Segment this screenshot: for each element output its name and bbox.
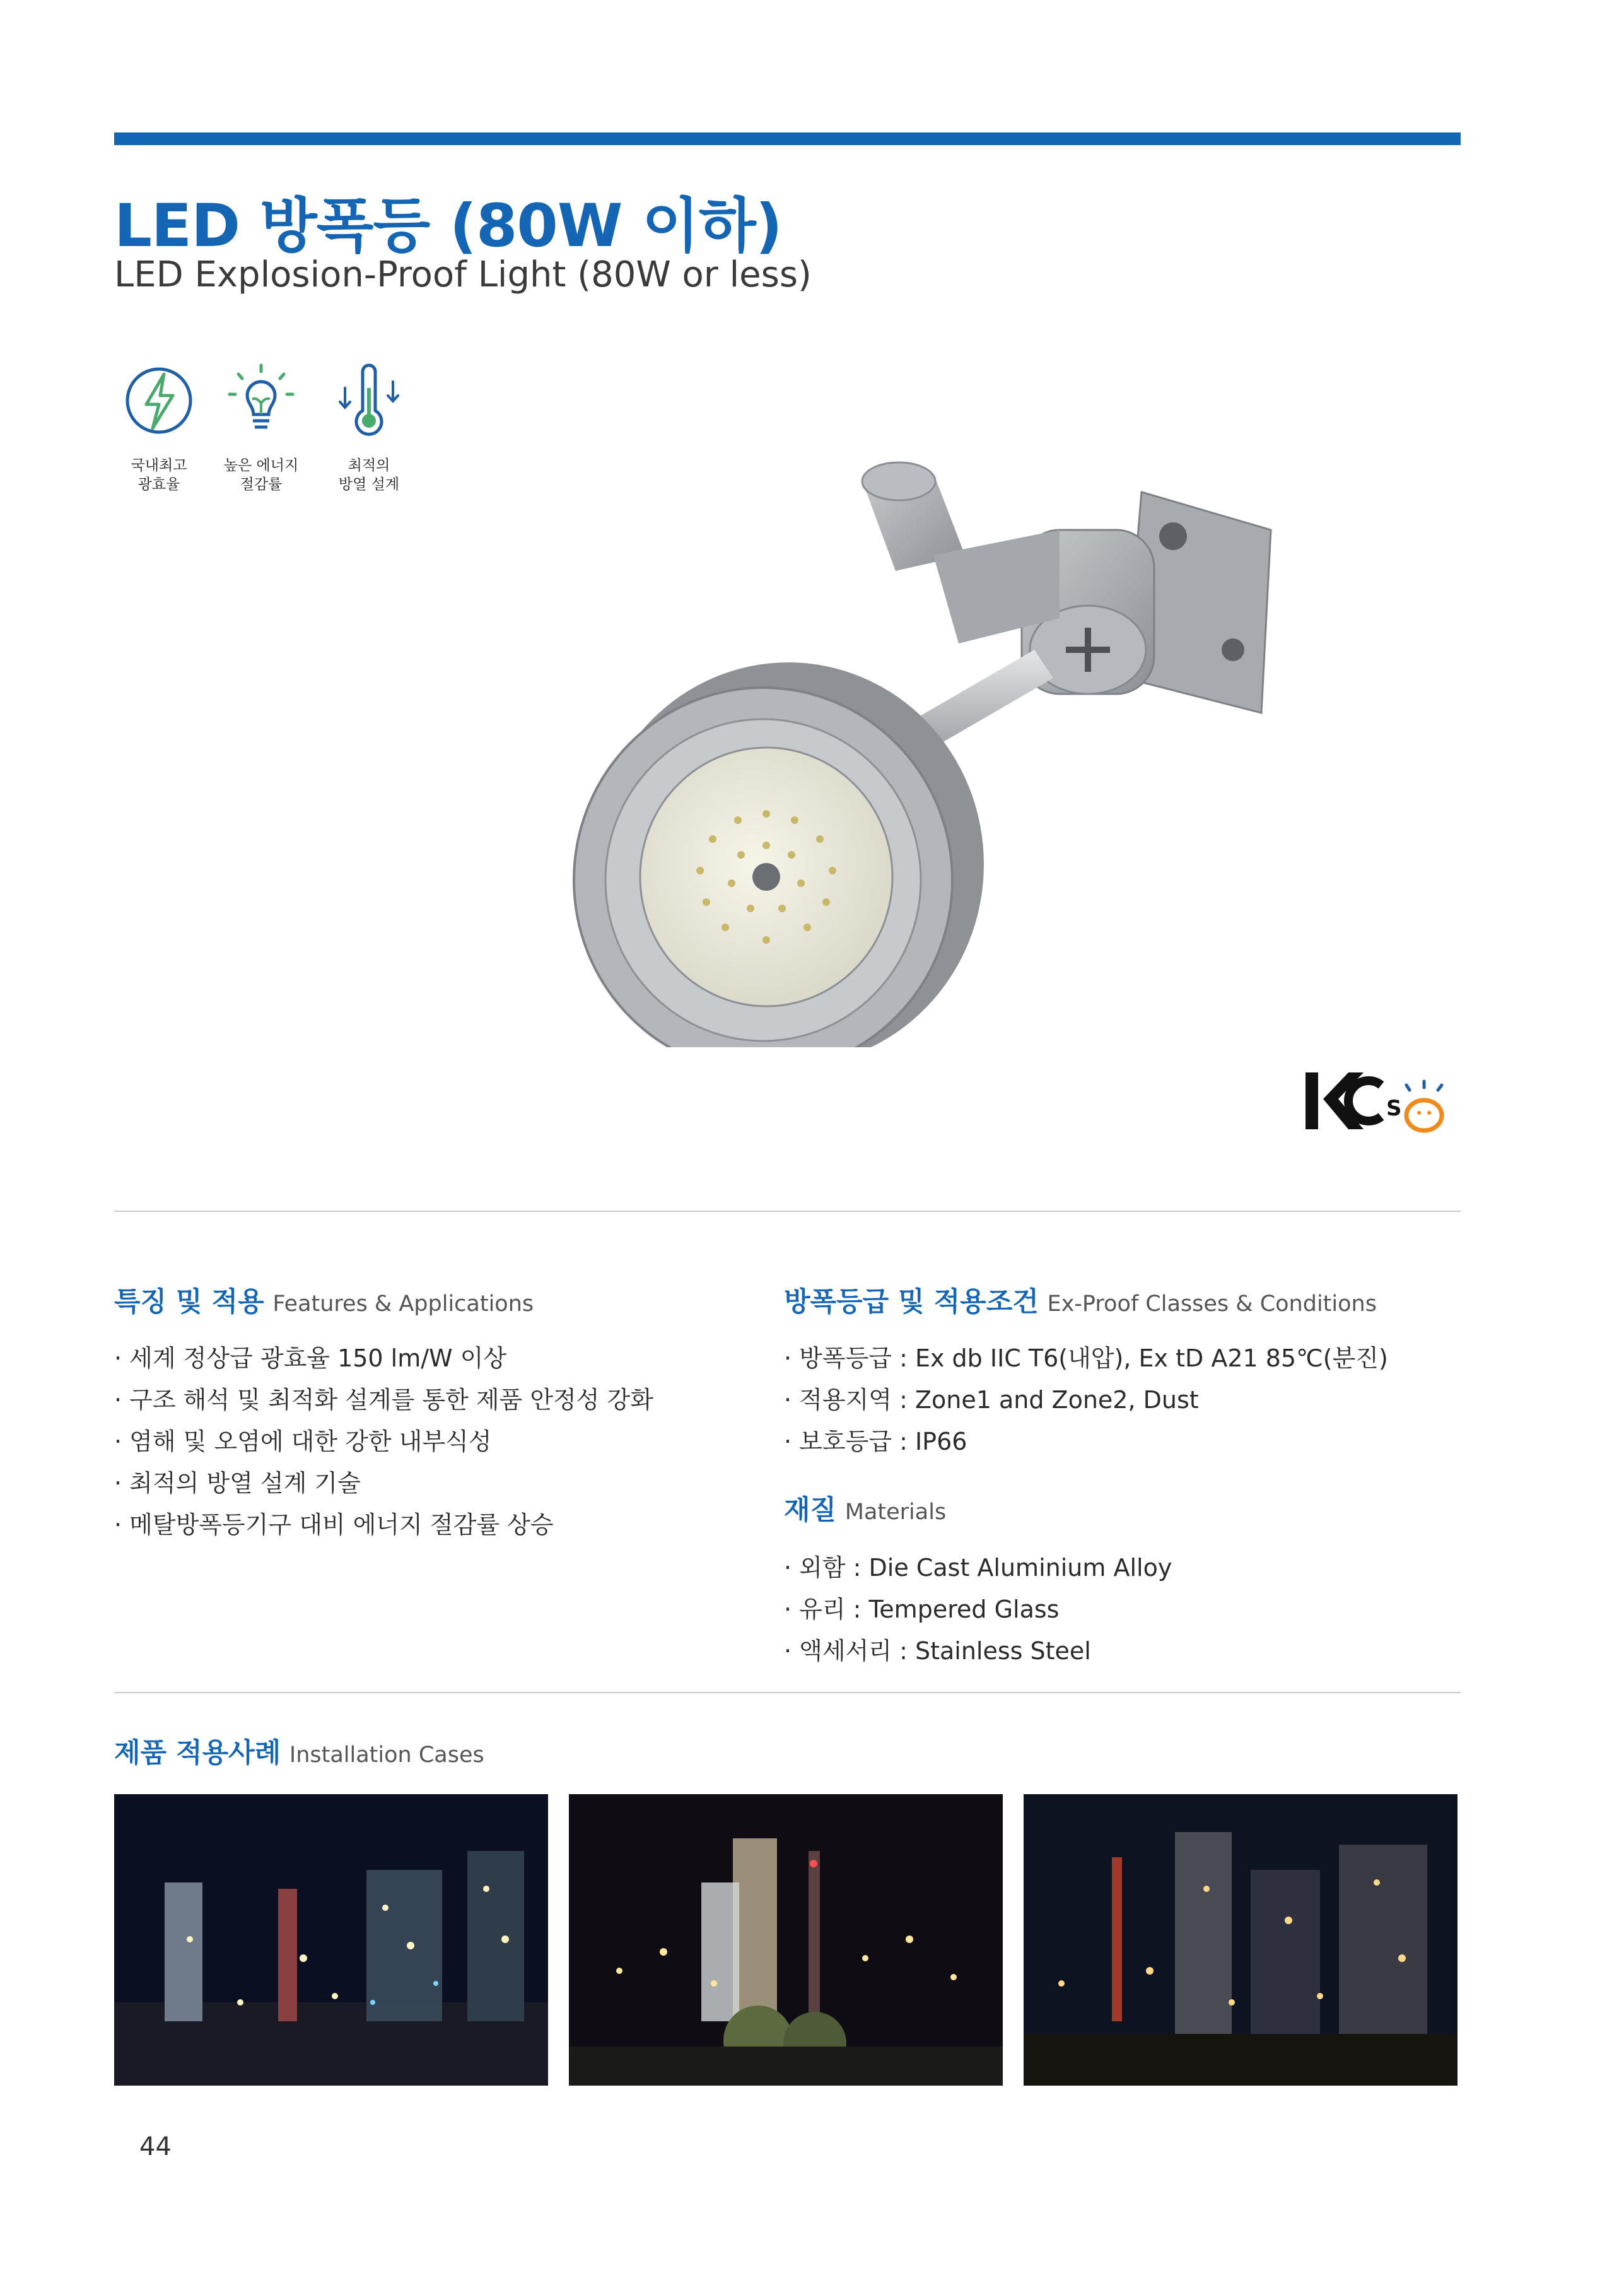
installation-heading bbox=[114, 1732, 484, 1770]
badge-label: 최적의 방열 설계 bbox=[338, 457, 400, 493]
features-list bbox=[114, 1337, 653, 1546]
installation-title-ko: 제품 적용사례 bbox=[114, 1737, 281, 1769]
product-image-led-lamp bbox=[555, 461, 1280, 1047]
materials-title-ko: 재질 bbox=[784, 1495, 837, 1526]
list-item: · 세계 정상급 광효율 150 lm/W 이상 bbox=[114, 1337, 653, 1379]
badge-label: 국내최고 광효율 bbox=[131, 457, 187, 493]
badge-efficiency bbox=[112, 363, 206, 494]
lightbulb-icon bbox=[223, 363, 299, 438]
top-accent-bar bbox=[114, 132, 1461, 145]
list-item: · 메탈방폭등기구 대비 에너지 절감률 상승 bbox=[114, 1504, 653, 1546]
badge-label: 높은 에너지 절감률 bbox=[223, 457, 299, 493]
features-title-ko: 특징 및 적용 bbox=[114, 1286, 264, 1318]
badge-heat-design bbox=[322, 363, 416, 494]
features-heading bbox=[114, 1281, 534, 1319]
list-item: · 적용지역 : Zone1 and Zone2, Dust bbox=[784, 1379, 1388, 1421]
divider bbox=[114, 1692, 1461, 1693]
exproof-list bbox=[784, 1337, 1388, 1462]
list-item: · 방폭등급 : Ex db IIC T6(내압), Ex tD A21 85℃(분진) bbox=[784, 1337, 1388, 1379]
exproof-title-en: Ex-Proof Classes & Conditions bbox=[1047, 1291, 1377, 1317]
installation-title-en: Installation Cases bbox=[289, 1742, 484, 1768]
kc-certification-mark bbox=[1299, 1060, 1444, 1142]
materials-heading bbox=[784, 1489, 946, 1527]
lightning-icon bbox=[121, 363, 197, 438]
exproof-title-ko: 방폭등급 및 적용조건 bbox=[784, 1286, 1039, 1318]
list-item: · 최적의 방열 설계 기술 bbox=[114, 1462, 653, 1504]
exproof-heading bbox=[784, 1281, 1377, 1319]
page-title: LED 방폭등 (80W 이하) bbox=[114, 192, 782, 261]
list-item: · 외함 : Die Cast Aluminium Alloy bbox=[784, 1547, 1172, 1589]
svg-text:S: S bbox=[1386, 1096, 1402, 1121]
features-title-en: Features & Applications bbox=[272, 1291, 534, 1317]
badge-energy-saving bbox=[214, 363, 308, 494]
thermometer-icon bbox=[331, 363, 407, 438]
list-item: · 구조 해석 및 최적화 설계를 통한 제품 안정성 강화 bbox=[114, 1379, 653, 1421]
list-item: · 보호등급 : IP66 bbox=[784, 1421, 1388, 1462]
divider bbox=[114, 1211, 1461, 1212]
list-item: · 염해 및 오염에 대한 강한 내부식성 bbox=[114, 1421, 653, 1462]
page-subtitle: LED Explosion-Proof Light (80W or less) bbox=[114, 254, 812, 295]
materials-list bbox=[784, 1547, 1172, 1672]
installation-photo-3 bbox=[1024, 1794, 1458, 2086]
materials-title-en: Materials bbox=[844, 1500, 947, 1525]
page-number: 44 bbox=[139, 2132, 172, 2161]
list-item: · 액세서리 : Stainless Steel bbox=[784, 1630, 1172, 1672]
installation-photo-1 bbox=[114, 1794, 548, 2086]
installation-photo-2 bbox=[569, 1794, 1003, 2086]
list-item: · 유리 : Tempered Glass bbox=[784, 1589, 1172, 1630]
